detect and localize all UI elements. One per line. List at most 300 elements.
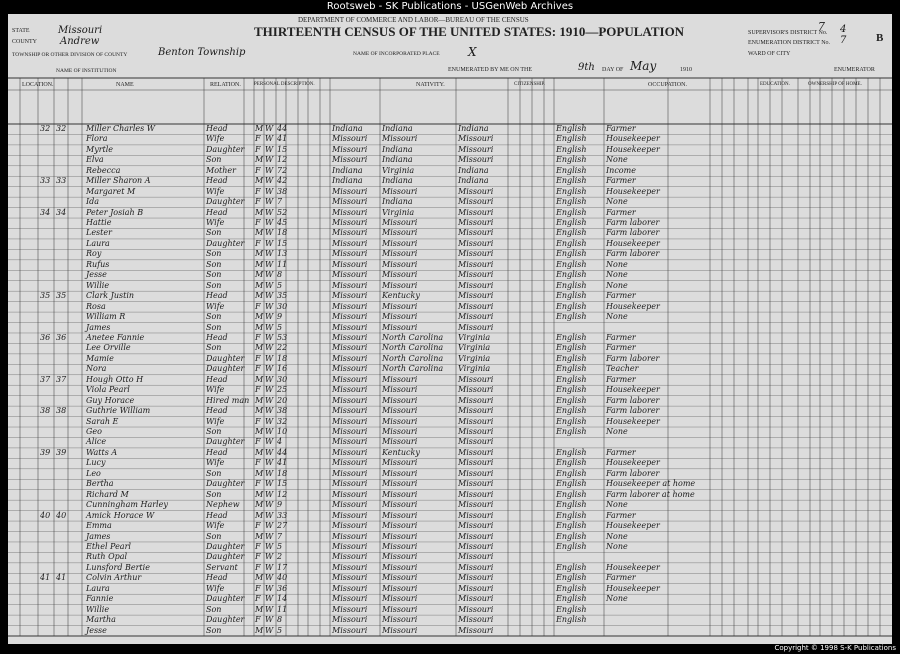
race-cell: W: [265, 552, 274, 562]
father-birthplace-cell: Missouri: [382, 301, 418, 311]
age-cell: 40: [277, 573, 288, 583]
table-row: [8, 542, 892, 552]
sex-cell: M: [255, 270, 264, 280]
mother-birthplace-cell: Missouri: [458, 573, 494, 583]
mother-birthplace-cell: Missouri: [458, 562, 494, 572]
mother-birthplace-cell: Missouri: [458, 521, 494, 531]
age-cell: 38: [277, 406, 288, 416]
language-cell: English: [556, 353, 587, 363]
name-cell: Rosa: [86, 301, 106, 311]
relation-cell: Servant: [206, 562, 238, 572]
age-cell: 5: [277, 280, 283, 290]
father-birthplace-cell: Missouri: [382, 437, 418, 447]
dwelling-number: 39: [40, 447, 51, 457]
father-birthplace-cell: Missouri: [382, 406, 418, 416]
relation-cell: Daughter: [206, 594, 245, 604]
age-cell: 33: [277, 510, 288, 520]
relation-cell: Head: [206, 374, 228, 384]
occupation-cell: Housekeeper at home: [606, 479, 696, 489]
name-cell: Margaret M: [86, 186, 136, 196]
father-birthplace-cell: Missouri: [382, 458, 418, 468]
father-birthplace-cell: Missouri: [382, 562, 418, 572]
location-header: LOCATION.: [22, 82, 54, 88]
mother-birthplace-cell: Missouri: [458, 416, 494, 426]
race-cell: W: [265, 604, 274, 614]
father-birthplace-cell: Missouri: [382, 218, 418, 228]
occupation-cell: Housekeeper: [606, 186, 660, 196]
sex-cell: M: [255, 447, 264, 457]
relation-cell: Wife: [206, 301, 225, 311]
mother-birthplace-cell: Missouri: [458, 552, 494, 562]
relation-cell: Son: [206, 228, 222, 238]
occupation-cell: Farm laborer: [606, 353, 660, 363]
sex-cell: F: [255, 238, 261, 248]
birthplace-cell: Missouri: [332, 395, 368, 405]
relation-cell: Wife: [206, 134, 225, 144]
age-cell: 30: [277, 374, 288, 384]
birthplace-cell: Missouri: [332, 144, 368, 154]
mother-birthplace-cell: Missouri: [458, 259, 494, 269]
father-birthplace-cell: Missouri: [382, 468, 418, 478]
birthplace-cell: Missouri: [332, 594, 368, 604]
language-cell: English: [556, 134, 587, 144]
birthplace-cell: Missouri: [332, 604, 368, 614]
occupation-cell: None: [606, 500, 628, 510]
table-row: [8, 417, 892, 427]
table-row: [8, 490, 892, 500]
nativity-header: NATIVITY.: [416, 82, 445, 88]
language-cell: English: [556, 238, 587, 248]
race-cell: W: [265, 427, 274, 437]
table-row: [8, 500, 892, 510]
name-cell: Clark Justin: [86, 291, 135, 301]
race-cell: W: [265, 155, 274, 165]
sex-cell: F: [255, 301, 261, 311]
sex-cell: M: [255, 500, 264, 510]
relation-cell: Head: [206, 332, 228, 342]
sex-cell: M: [255, 228, 264, 238]
father-birthplace-cell: Missouri: [382, 594, 418, 604]
father-birthplace-cell: North Carolina: [382, 343, 444, 353]
birthplace-cell: Missouri: [332, 207, 368, 217]
name-cell: Sarah E: [86, 416, 119, 426]
table-row: [8, 479, 892, 489]
birthplace-cell: Missouri: [332, 479, 368, 489]
name-cell: Rebecca: [86, 165, 121, 175]
mother-birthplace-cell: Missouri: [458, 615, 494, 625]
race-cell: W: [265, 406, 274, 416]
table-row: [8, 176, 892, 186]
name-cell: Bertha: [86, 479, 114, 489]
age-cell: 27: [277, 521, 288, 531]
occupation-cell: Farm laborer: [606, 468, 660, 478]
dwelling-number: 40: [40, 510, 51, 520]
sex-cell: M: [255, 468, 264, 478]
mother-birthplace-cell: Missouri: [458, 249, 494, 259]
sex-cell: M: [255, 155, 264, 165]
race-cell: W: [265, 144, 274, 154]
sex-cell: M: [255, 531, 264, 541]
occupation-cell: Farmer: [606, 291, 636, 301]
occupation-cell: Farmer: [606, 447, 636, 457]
table-row: [8, 208, 892, 218]
table-row: [8, 155, 892, 165]
age-cell: 18: [277, 468, 288, 478]
relation-cell: Head: [206, 406, 228, 416]
name-cell: Laura: [86, 583, 110, 593]
table-row: [8, 145, 892, 155]
age-cell: 9: [277, 312, 283, 322]
father-birthplace-cell: Missouri: [382, 541, 418, 551]
language-cell: English: [556, 176, 587, 186]
name-cell: James: [86, 322, 111, 332]
table-row: [8, 302, 892, 312]
relation-cell: Daughter: [206, 364, 245, 374]
age-cell: 72: [277, 165, 288, 175]
relation-cell: Head: [206, 447, 228, 457]
language-cell: English: [556, 165, 587, 175]
age-cell: 42: [277, 176, 288, 186]
enumeration-label: ENUMERATION DISTRICT No.: [748, 40, 831, 46]
race-cell: W: [265, 207, 274, 217]
father-birthplace-cell: Kentucky: [382, 291, 420, 301]
age-cell: 7: [277, 531, 283, 541]
table-row: [8, 228, 892, 238]
language-cell: English: [556, 583, 587, 593]
language-cell: English: [556, 458, 587, 468]
dwelling-number: 36: [40, 332, 51, 342]
department-line: DEPARTMENT OF COMMERCE AND LABOR—BUREAU OF THE CENSUS: [298, 16, 529, 24]
father-birthplace-cell: Missouri: [382, 479, 418, 489]
father-birthplace-cell: Missouri: [382, 625, 418, 635]
relation-cell: Daughter: [206, 144, 245, 154]
name-cell: Elva: [86, 155, 104, 165]
race-cell: W: [265, 625, 274, 635]
age-cell: 15: [277, 479, 288, 489]
race-cell: W: [265, 458, 274, 468]
mother-birthplace-cell: Virginia: [458, 343, 491, 353]
mother-birthplace-cell: Missouri: [458, 374, 494, 384]
occupation-cell: Farm laborer: [606, 406, 660, 416]
table-row: [8, 218, 892, 228]
sex-cell: M: [255, 291, 264, 301]
age-cell: 18: [277, 353, 288, 363]
institution-label: NAME OF INSTITUTION: [56, 68, 117, 74]
father-birthplace-cell: Missouri: [382, 573, 418, 583]
father-birthplace-cell: Missouri: [382, 615, 418, 625]
township-value: Benton Township: [158, 47, 246, 58]
language-cell: English: [556, 615, 587, 625]
language-cell: English: [556, 447, 587, 457]
language-cell: English: [556, 280, 587, 290]
birthplace-cell: Missouri: [332, 280, 368, 290]
mother-birthplace-cell: Missouri: [458, 489, 494, 499]
mother-birthplace-cell: Virginia: [458, 332, 491, 342]
language-cell: English: [556, 343, 587, 353]
race-cell: W: [265, 124, 274, 133]
sex-cell: M: [255, 489, 264, 499]
sex-cell: M: [255, 427, 264, 437]
father-birthplace-cell: North Carolina: [382, 353, 444, 363]
occupation-cell: Housekeeper: [606, 583, 660, 593]
birthplace-cell: Missouri: [332, 615, 368, 625]
relation-cell: Head: [206, 176, 228, 186]
father-birthplace-cell: Missouri: [382, 374, 418, 384]
occupation-cell: None: [606, 541, 628, 551]
age-cell: 36: [277, 583, 288, 593]
father-birthplace-cell: Missouri: [382, 280, 418, 290]
father-birthplace-cell: Missouri: [382, 583, 418, 593]
language-cell: English: [556, 489, 587, 499]
family-number: 38: [56, 406, 67, 416]
birthplace-cell: Missouri: [332, 312, 368, 322]
name-header: NAME: [116, 82, 134, 88]
name-cell: Ruth Opal: [86, 552, 128, 562]
mother-birthplace-cell: Missouri: [458, 395, 494, 405]
name-cell: Roy: [86, 249, 102, 259]
name-cell: Alice: [86, 437, 107, 447]
relation-cell: Daughter: [206, 353, 245, 363]
birthplace-cell: Missouri: [332, 416, 368, 426]
table-row: [8, 615, 892, 625]
occupation-cell: Farm laborer: [606, 395, 660, 405]
occupation-cell: None: [606, 531, 628, 541]
sex-cell: M: [255, 259, 264, 269]
name-cell: Ida: [86, 197, 100, 207]
family-number: 34: [56, 207, 67, 217]
age-cell: 41: [277, 134, 288, 144]
table-row: [8, 532, 892, 542]
name-cell: Lester: [86, 228, 112, 238]
birthplace-cell: Missouri: [332, 447, 368, 457]
table-row: [8, 354, 892, 364]
sex-cell: F: [255, 353, 261, 363]
age-cell: 18: [277, 228, 288, 238]
relation-cell: Son: [206, 155, 222, 165]
table-row: [8, 239, 892, 249]
birthplace-cell: Indiana: [332, 165, 363, 175]
language-cell: English: [556, 270, 587, 280]
sex-cell: F: [255, 416, 261, 426]
language-cell: English: [556, 385, 587, 395]
sheet-number: 7: [818, 20, 825, 33]
table-row: [8, 260, 892, 270]
table-row: [8, 552, 892, 562]
mother-birthplace-cell: Missouri: [458, 500, 494, 510]
birthplace-cell: Missouri: [332, 427, 368, 437]
race-cell: W: [265, 134, 274, 144]
name-cell: Martha: [86, 615, 116, 625]
relation-cell: Daughter: [206, 197, 245, 207]
age-cell: 44: [277, 124, 288, 133]
birthplace-cell: Missouri: [332, 385, 368, 395]
enumerated-label: ENUMERATED BY ME ON THE: [448, 67, 532, 73]
age-cell: 14: [277, 594, 288, 604]
name-cell: Peter Josiah B: [86, 207, 144, 217]
name-cell: Willie: [86, 604, 110, 614]
language-cell: English: [556, 301, 587, 311]
race-cell: W: [265, 562, 274, 572]
name-cell: Jesse: [86, 625, 107, 635]
father-birthplace-cell: Missouri: [382, 249, 418, 259]
age-cell: 17: [277, 562, 288, 572]
language-cell: English: [556, 249, 587, 259]
table-row: [8, 396, 892, 406]
occupation-cell: None: [606, 259, 628, 269]
name-cell: Fannie: [86, 594, 114, 604]
relation-cell: Son: [206, 468, 222, 478]
table-row: [8, 333, 892, 343]
dwelling-number: 34: [40, 207, 51, 217]
relation-cell: Wife: [206, 458, 225, 468]
race-cell: W: [265, 541, 274, 551]
name-cell: Watts A: [86, 447, 118, 457]
age-cell: 11: [277, 604, 288, 614]
race-cell: W: [265, 322, 274, 332]
mother-birthplace-cell: Virginia: [458, 364, 491, 374]
sex-cell: M: [255, 124, 264, 133]
language-cell: English: [556, 573, 587, 583]
mother-birthplace-cell: Missouri: [458, 228, 494, 238]
birthplace-cell: Missouri: [332, 573, 368, 583]
relation-cell: Head: [206, 207, 228, 217]
census-title: THIRTEENTH CENSUS OF THE UNITED STATES: 1910—POPULATION: [254, 24, 685, 39]
birthplace-cell: Missouri: [332, 500, 368, 510]
race-cell: W: [265, 510, 274, 520]
name-cell: Cunningham Harley: [86, 500, 168, 510]
birthplace-cell: Missouri: [332, 332, 368, 342]
birthplace-cell: Missouri: [332, 155, 368, 165]
father-birthplace-cell: Virginia: [382, 165, 415, 175]
father-birthplace-cell: Missouri: [382, 427, 418, 437]
father-birthplace-cell: Missouri: [382, 604, 418, 614]
occupation-cell: None: [606, 270, 628, 280]
language-cell: English: [556, 186, 587, 196]
state-value: Missouri: [58, 25, 103, 36]
age-cell: 5: [277, 541, 283, 551]
occupation-cell: None: [606, 427, 628, 437]
table-row: [8, 249, 892, 259]
dwelling-number: 35: [40, 291, 51, 301]
mother-birthplace-cell: Missouri: [458, 197, 494, 207]
table-row: [8, 343, 892, 353]
county-label: COUNTY: [12, 39, 37, 45]
family-number: 40: [56, 510, 67, 520]
mother-birthplace-cell: Missouri: [458, 207, 494, 217]
mother-birthplace-cell: Missouri: [458, 541, 494, 551]
occupation-cell: Farmer: [606, 343, 636, 353]
relation-cell: Mother: [206, 165, 236, 175]
table-row: [8, 385, 892, 395]
age-cell: 45: [277, 218, 288, 228]
race-cell: W: [265, 228, 274, 238]
language-cell: English: [556, 594, 587, 604]
occupation-cell: Housekeeper: [606, 134, 660, 144]
relation-cell: Daughter: [206, 552, 245, 562]
birthplace-cell: Missouri: [332, 301, 368, 311]
sex-cell: F: [255, 197, 261, 207]
place-label: NAME OF INCORPORATED PLACE: [353, 51, 440, 57]
table-row: [8, 375, 892, 385]
name-cell: Emma: [86, 521, 112, 531]
name-cell: Hattie: [86, 218, 112, 228]
birthplace-cell: Missouri: [332, 521, 368, 531]
race-cell: W: [265, 280, 274, 290]
birthplace-cell: Missouri: [332, 218, 368, 228]
relation-cell: Son: [206, 427, 222, 437]
language-cell: English: [556, 395, 587, 405]
place-value: X: [468, 45, 477, 59]
race-cell: W: [265, 437, 274, 447]
table-row: [8, 626, 892, 636]
mother-birthplace-cell: Missouri: [458, 427, 494, 437]
father-birthplace-cell: Missouri: [382, 531, 418, 541]
enumeration-value: 7: [840, 35, 847, 46]
race-cell: W: [265, 197, 274, 207]
language-cell: English: [556, 510, 587, 520]
sex-cell: F: [255, 615, 261, 625]
table-row: [8, 511, 892, 521]
language-cell: English: [556, 374, 587, 384]
father-birthplace-cell: Missouri: [382, 312, 418, 322]
table-row: [8, 364, 892, 374]
relation-cell: Son: [206, 604, 222, 614]
mother-birthplace-cell: Missouri: [458, 322, 494, 332]
occupation-cell: Housekeeper: [606, 458, 660, 468]
family-number: 32: [56, 124, 67, 133]
father-birthplace-cell: Indiana: [382, 124, 413, 133]
language-cell: English: [556, 604, 587, 614]
table-row: [8, 469, 892, 479]
sex-cell: M: [255, 573, 264, 583]
table-row: [8, 573, 892, 583]
mother-birthplace-cell: Missouri: [458, 447, 494, 457]
father-birthplace-cell: Virginia: [382, 207, 415, 217]
language-cell: English: [556, 332, 587, 342]
father-birthplace-cell: Missouri: [382, 552, 418, 562]
table-row: [8, 323, 892, 333]
ward-label: WARD OF CITY: [748, 51, 791, 57]
age-cell: 11: [277, 259, 288, 269]
language-cell: English: [556, 479, 587, 489]
table-row: [8, 448, 892, 458]
age-cell: 5: [277, 625, 283, 635]
personal-header: PERSONAL DESCRIPTION.: [254, 82, 315, 87]
father-birthplace-cell: Indiana: [382, 144, 413, 154]
relation-cell: Head: [206, 573, 228, 583]
table-row: [8, 166, 892, 176]
birthplace-cell: Missouri: [332, 364, 368, 374]
mother-birthplace-cell: Missouri: [458, 280, 494, 290]
occupation-cell: Housekeeper: [606, 301, 660, 311]
family-number: 33: [56, 176, 67, 186]
table-row: [8, 521, 892, 531]
race-cell: W: [265, 218, 274, 228]
language-cell: English: [556, 521, 587, 531]
sex-cell: F: [255, 385, 261, 395]
sex-cell: F: [255, 458, 261, 468]
relation-cell: Wife: [206, 385, 225, 395]
father-birthplace-cell: Missouri: [382, 489, 418, 499]
race-cell: W: [265, 615, 274, 625]
name-cell: Leo: [86, 468, 101, 478]
father-birthplace-cell: North Carolina: [382, 332, 444, 342]
name-cell: Anetee Fannie: [86, 332, 145, 342]
enumerated-day: 9th: [578, 62, 595, 73]
mother-birthplace-cell: Missouri: [458, 301, 494, 311]
language-cell: English: [556, 312, 587, 322]
race-cell: W: [265, 343, 274, 353]
